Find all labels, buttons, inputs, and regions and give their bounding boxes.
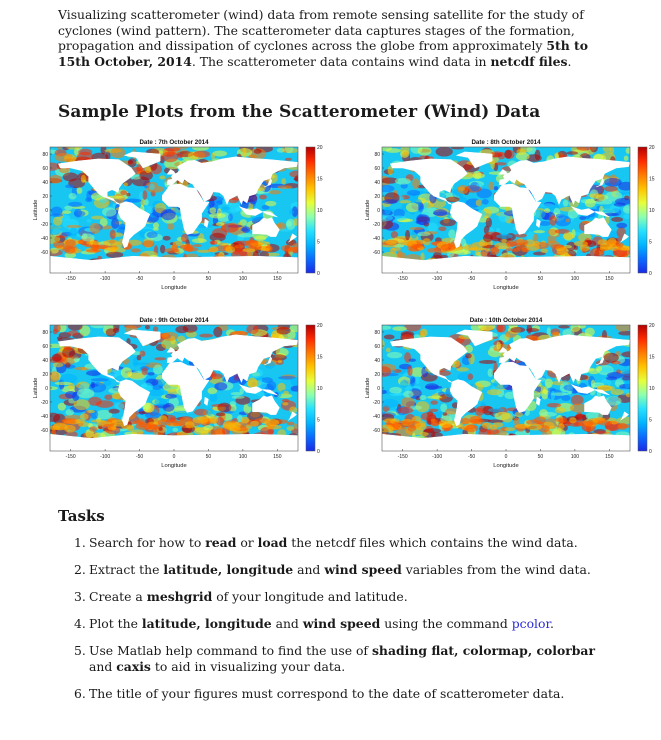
- colorbar-tick-label: 10: [317, 208, 323, 214]
- x-tick-label: 0: [172, 276, 176, 282]
- x-tick-label: 150: [605, 276, 614, 282]
- task-bold: meshgrid: [146, 589, 213, 604]
- task-text: using the command: [380, 616, 512, 631]
- y-tick-label: 80: [42, 151, 48, 158]
- colorbar-tick-label: 15: [649, 354, 655, 361]
- y-tick-label: 40: [42, 179, 48, 186]
- x-axis-label: Longitude: [493, 463, 519, 469]
- task-text: of your longitude and latitude.: [212, 589, 408, 604]
- colorbar-tick-label: 20: [649, 323, 655, 329]
- task-text: and: [271, 616, 303, 631]
- task-bold: caxis: [116, 658, 151, 674]
- colorbar: [638, 325, 647, 451]
- x-tick-label: -100: [432, 454, 443, 460]
- task-number: 3.: [74, 589, 86, 604]
- intro-text-3: .: [567, 53, 572, 69]
- wind-plot-oct-9: [30, 313, 330, 483]
- task-number: 4.: [74, 616, 86, 631]
- colorbar-tick-label: 15: [317, 176, 323, 183]
- x-tick-label: 50: [537, 276, 544, 282]
- wind-plot-oct-10: [362, 313, 661, 483]
- y-tick-label: -40: [40, 413, 48, 420]
- task-text: and: [293, 562, 325, 577]
- task-bold: wind speed: [302, 616, 381, 631]
- intro-text-1: Visualizing scatterometer (wind) data from remote sensing satellite for the study of cyclones (wind pattern). The scatterometer data captures stages of the formation, propagation and dissipation of cyclones across the globe from approximately: [58, 7, 584, 54]
- intro-dates: 5th to 15th October, 2014: [58, 38, 589, 69]
- y-tick-label: 40: [374, 357, 380, 364]
- y-tick-label: -60: [40, 427, 48, 434]
- y-tick-label: 0: [377, 385, 380, 392]
- task-text: variables from the wind data.: [401, 562, 591, 577]
- task-number: 2.: [74, 562, 86, 577]
- colorbar-tick-label: 20: [317, 323, 323, 329]
- x-tick-label: -50: [135, 276, 144, 282]
- y-tick-label: 20: [374, 371, 380, 378]
- y-tick-label: 0: [377, 207, 380, 214]
- x-axis-label: Longitude: [493, 285, 519, 291]
- colorbar-tick-label: 10: [649, 208, 655, 214]
- y-tick-label: 40: [42, 357, 48, 364]
- wind-speed-map-figure: [362, 135, 661, 305]
- task-bold: latitude, longitude: [163, 562, 294, 577]
- task-number: 5.: [74, 643, 86, 658]
- section-title: Sample Plots from the Scatterometer (Wind) Data: [58, 102, 541, 122]
- task-text: and: [89, 658, 117, 674]
- plot-title: Date : 7th October 2014: [139, 139, 209, 146]
- y-tick-label: -60: [372, 427, 380, 434]
- task-text: the netcdf files which contains the wind data.: [287, 535, 578, 550]
- colorbar: [638, 147, 647, 273]
- colorbar-tick-label: 5: [317, 417, 320, 424]
- y-tick-label: 60: [374, 343, 380, 350]
- task-bold: wind speed: [324, 562, 402, 577]
- y-tick-label: 80: [42, 329, 48, 336]
- colorbar-tick-label: 0: [317, 449, 320, 455]
- colorbar-tick-label: 20: [649, 145, 655, 151]
- y-axis-label: Latitude: [365, 377, 371, 399]
- task-bold: latitude, longitude: [141, 616, 272, 631]
- x-tick-label: 0: [504, 276, 508, 282]
- task-text: or: [236, 535, 258, 550]
- x-tick-label: -150: [65, 454, 76, 460]
- x-tick-label: 50: [205, 276, 212, 282]
- y-tick-label: 80: [374, 151, 380, 158]
- y-tick-label: 60: [42, 165, 48, 172]
- x-tick-label: -100: [100, 454, 111, 460]
- y-tick-label: -20: [40, 399, 48, 406]
- x-tick-label: 150: [273, 454, 282, 460]
- x-axis-label: Longitude: [161, 285, 187, 291]
- intro-text-2: . The scatterometer data contains wind data in: [191, 53, 491, 69]
- colorbar-tick-label: 0: [317, 271, 320, 277]
- task-text: .: [550, 616, 554, 631]
- colorbar-tick-label: 15: [649, 176, 655, 183]
- colorbar-tick-label: 10: [649, 386, 655, 392]
- y-tick-label: 80: [374, 329, 380, 336]
- x-tick-label: 150: [273, 276, 282, 282]
- x-tick-label: -50: [467, 276, 476, 282]
- task-text: to aid in visualizing your data.: [150, 658, 346, 674]
- colorbar-tick-label: 5: [649, 417, 652, 424]
- y-tick-label: -40: [372, 413, 380, 420]
- colorbar-tick-label: 0: [649, 449, 652, 455]
- x-tick-label: -100: [432, 276, 443, 282]
- y-tick-label: -60: [40, 249, 48, 256]
- x-tick-label: -150: [65, 276, 76, 282]
- task-text: Plot the: [89, 616, 142, 631]
- colorbar-tick-label: 10: [317, 386, 323, 392]
- task-text: The title of your figures must correspond to the date of scatterometer data.: [89, 686, 565, 701]
- wind-speed-map-figure: [30, 313, 330, 483]
- colorbar-tick-label: 0: [649, 271, 652, 277]
- task-text: Use Matlab help command to find the use of: [89, 643, 372, 658]
- y-tick-label: 20: [42, 193, 48, 200]
- y-tick-label: 60: [374, 165, 380, 172]
- x-tick-label: 100: [570, 454, 580, 460]
- x-tick-label: 0: [172, 454, 176, 460]
- colorbar: [306, 147, 315, 273]
- colorbar: [306, 325, 315, 451]
- x-tick-label: 100: [238, 454, 248, 460]
- wind-plot-oct-8: [362, 135, 661, 305]
- plot-title: Date : 10th October 2014: [469, 317, 543, 324]
- y-axis-label: Latitude: [33, 199, 39, 221]
- colorbar-tick-label: 5: [317, 239, 320, 246]
- x-tick-label: 100: [238, 276, 248, 282]
- y-axis-label: Latitude: [33, 377, 39, 399]
- x-tick-label: -50: [135, 454, 144, 460]
- task-text: Extract the: [89, 562, 164, 577]
- pcolor-command: pcolor: [511, 616, 551, 631]
- y-tick-label: 20: [374, 193, 380, 200]
- x-tick-label: 50: [205, 454, 212, 460]
- x-tick-label: -100: [100, 276, 111, 282]
- tasks-heading: Tasks: [58, 507, 105, 525]
- task-text: Search for how to: [89, 535, 206, 550]
- task-bold: shading flat, colormap, colorbar: [371, 643, 595, 658]
- y-tick-label: 40: [374, 179, 380, 186]
- y-tick-label: -20: [40, 221, 48, 228]
- y-tick-label: -40: [40, 235, 48, 242]
- task-number: 1.: [74, 535, 86, 550]
- colorbar-tick-label: 5: [649, 239, 652, 246]
- y-tick-label: 0: [45, 207, 48, 214]
- intro-paragraph: [58, 7, 606, 69]
- x-tick-label: -150: [397, 276, 408, 282]
- y-tick-label: 20: [42, 371, 48, 378]
- y-axis-label: Latitude: [365, 199, 371, 221]
- x-tick-label: 50: [537, 454, 544, 460]
- wind-plot-oct-7: [30, 135, 330, 305]
- y-tick-label: -60: [372, 249, 380, 256]
- task-bold: load: [257, 535, 288, 550]
- x-tick-label: 150: [605, 454, 614, 460]
- x-axis-label: Longitude: [161, 463, 187, 469]
- x-tick-label: 100: [570, 276, 580, 282]
- task-bold: read: [205, 535, 237, 550]
- y-tick-label: -40: [372, 235, 380, 242]
- wind-speed-map-figure: [30, 135, 330, 305]
- wind-speed-map-figure: [362, 313, 661, 483]
- y-tick-label: 60: [42, 343, 48, 350]
- y-tick-label: -20: [372, 221, 380, 228]
- colorbar-tick-label: 20: [317, 145, 323, 151]
- x-tick-label: 0: [504, 454, 508, 460]
- colorbar-tick-label: 15: [317, 354, 323, 361]
- y-tick-label: 0: [45, 385, 48, 392]
- plot-title: Date : 9th October 2014: [139, 317, 209, 324]
- y-tick-label: -20: [372, 399, 380, 406]
- plot-title: Date : 8th October 2014: [471, 139, 541, 146]
- x-tick-label: -50: [467, 454, 476, 460]
- intro-files: netcdf files: [490, 53, 568, 69]
- task-number: 6.: [74, 686, 86, 701]
- x-tick-label: -150: [397, 454, 408, 460]
- task-text: Create a: [89, 589, 147, 604]
